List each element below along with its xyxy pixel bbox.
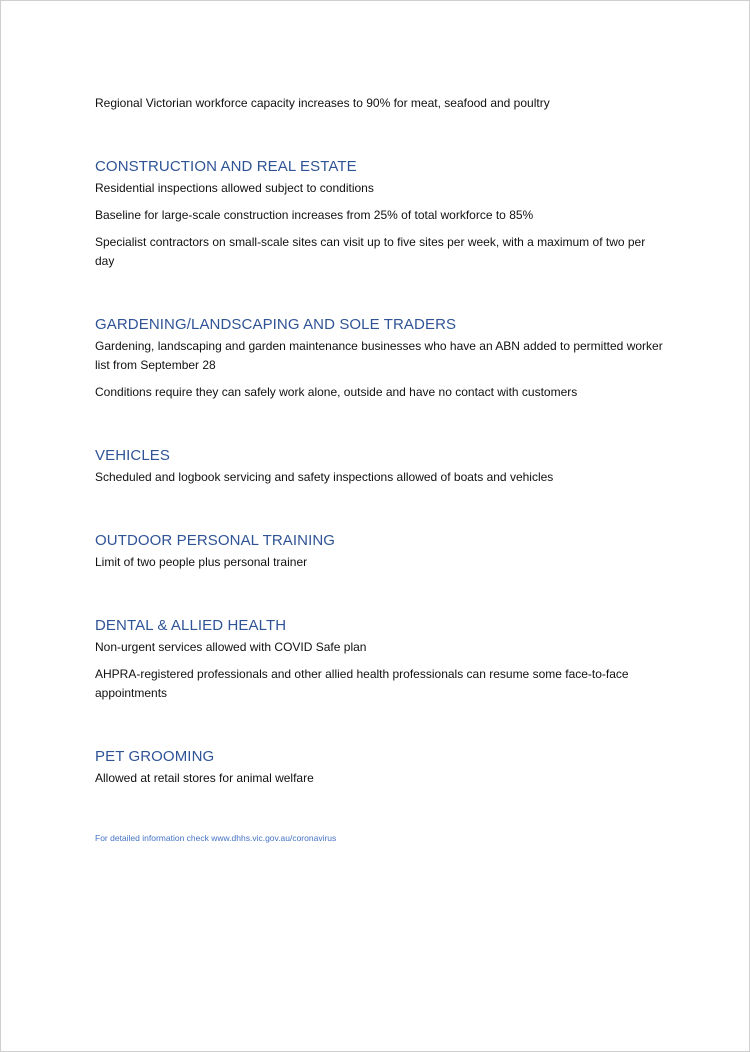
section-outdoor-training <box>95 531 665 572</box>
section-gardening <box>95 315 665 402</box>
intro-paragraph: Regional Victorian workforce capacity increases to 90% for meat, seafood and poultry <box>95 96 550 110</box>
section-paragraph: Baseline for large-scale construction increases from 25% of total workforce to 85% <box>95 208 534 222</box>
section-heading: DENTAL & ALLIED HEALTH <box>95 617 287 634</box>
section-heading: OUTDOOR PERSONAL TRAINING <box>95 532 336 549</box>
section-paragraph: Allowed at retail stores for animal welfare <box>95 771 314 785</box>
document-content <box>95 94 665 844</box>
section-paragraph: Non-urgent services allowed with COVID Safe plan <box>95 640 367 654</box>
section-heading: CONSTRUCTION AND REAL ESTATE <box>95 158 357 175</box>
section-heading: VEHICLES <box>95 447 170 464</box>
section-paragraph: AHPRA-registered professionals and other allied health professionals can resume some face-to-face appointments <box>95 667 629 700</box>
section-construction <box>95 157 665 271</box>
section-paragraph: Scheduled and logbook servicing and safety inspections allowed of boats and vehicles <box>95 470 554 484</box>
section-paragraph: Gardening, landscaping and garden maintenance businesses who have an ABN added to permitted worker list from September 28 <box>95 339 663 372</box>
section-paragraph: Conditions require they can safely work alone, outside and have no contact with customers <box>95 385 578 399</box>
section-dental-health <box>95 616 665 703</box>
section-paragraph: Limit of two people plus personal trainer <box>95 555 308 569</box>
section-vehicles <box>95 446 665 487</box>
section-heading: PET GROOMING <box>95 748 215 765</box>
footer-info-link[interactable]: For detailed information check www.dhhs.vic.gov.au/coronavirus <box>95 833 337 843</box>
section-heading: GARDENING/LANDSCAPING AND SOLE TRADERS <box>95 316 457 333</box>
section-paragraph: Specialist contractors on small-scale sites can visit up to five sites per week, with a maximum of two per day <box>95 235 646 268</box>
section-pet-grooming <box>95 747 665 788</box>
section-paragraph: Residential inspections allowed subject to conditions <box>95 181 374 195</box>
